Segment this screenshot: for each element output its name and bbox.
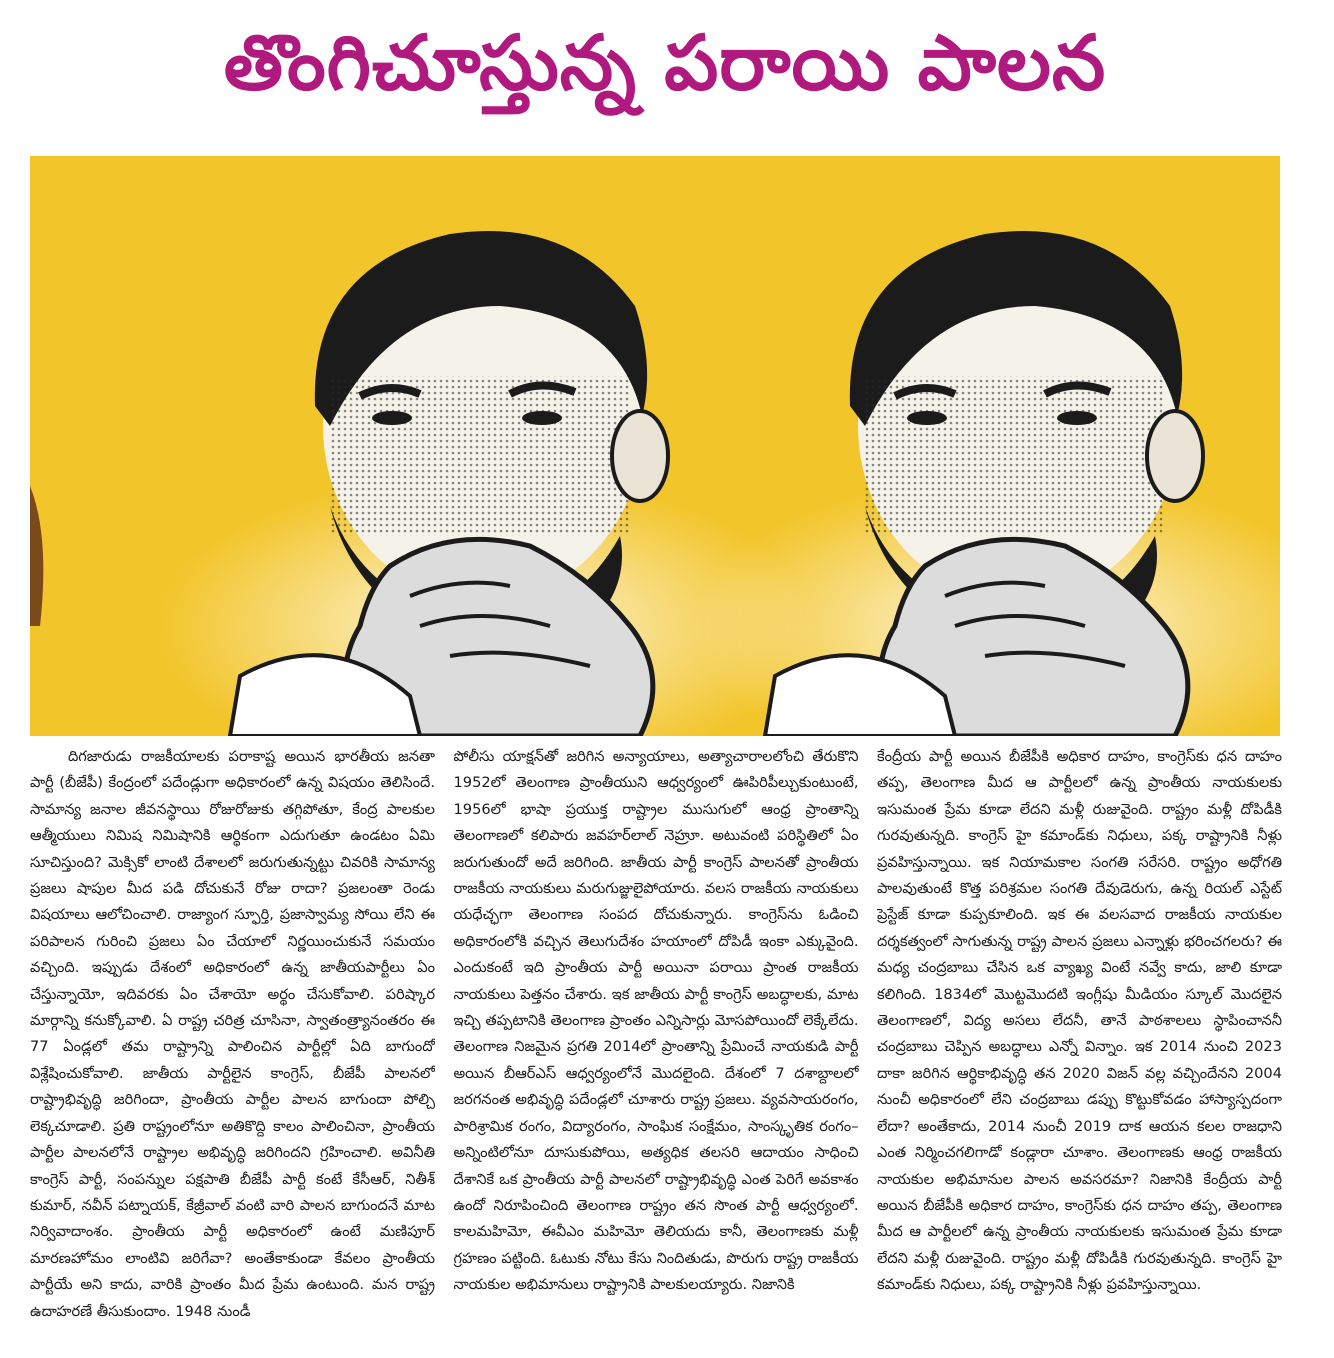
article-column-3: [877, 744, 1282, 1350]
portrait-illustration: [30, 156, 1280, 736]
article-column-1: [30, 744, 435, 1350]
column-2-text: పోలీసు యాక్షన్‌తో జరిగిన అన్యాయాలు, అత్యాచారాలలోంచి తేరుకొని 1952లో తెలంగాణ ప్రాంతీయుని ఆధ్వర్యంలో ఊపిరిపీల్చుకుంటుంటే, 1956లో భాషా ప్రయుక్త రాష్ట్రాల ముసుగులో ఆంధ్ర ప్రాంతాన్ని తెలంగాణలో కలిపారు జవహర్‌లాల్ నెహ్రూ. అటువంటి పరిస్థితిలో ఏం జరుగుతుందో అదే జరిగింది. జాతీయ పార్టీ కాంగ్రెస్ పాలనతో ప్రాంతీయ రాజకీయ నాయకులు మరుగుజ్జులైపోయారు. వలస రాజకీయ నాయకులు యధేచ్ఛగా తెలంగాణ సంపద దోచుకున్నారు. కాంగ్రెస్‌ను ఓడించి అధికారంలోకి వచ్చిన తెలుగుదేశం హయాంలో దోపిడీ ఇంకా ఎక్కువైంది. ఎందుకంటే ఇది ప్రాంతీయ పార్టీ అయినా పరాయి ప్రాంత రాజకీయ నాయకులు పెత్తనం చేశారు. ఇక జాతీయ పార్టీ కాంగ్రెస్ అబద్ధాలకు, మాట ఇచ్చి తప్పటానికి తెలంగాణ ప్రాంతం ఎన్నిసార్లు మోసపోయిందో లెక్కేలేదు. తెలంగాణ నిజమైన ప్రగతి 2014లో ప్రాంతాన్ని ప్రేమించే నాయకుడి పార్టీ అయిన బీఆర్ఎస్ ఆధ్వర్యంలోనే మొదలైంది. దేశంలో 7 దశాబ్దాలలో జరగనంత అభివృద్ధి పదేండ్లలో చూశారు రాష్ట్ర ప్రజలు. వ్యవసాయరంగం, పారిశ్రామిక రంగం, విద్యారంగం, సాంఘిక సంక్షేమం, సాంస్కృతిక రంగం– అన్నింటిలోనూ దూసుకుపోయి, అత్యధిక తలసరి ఆదాయం సాధించి దేశానికే ఒక ప్రాంతీయ పార్టీ పాలనలో రాష్ట్రాభివృద్ధి ఎంత పెరిగే అవకాశం ఉందో నిరూపించింది తెలంగాణ రాష్ట్రం తన సొంత పార్టీ ఆధ్వర్యంలో. కాలమహిమో, ఈవీఎం మహిమో తెలియదు కానీ, తెలంగాణకు మళ్లీ గ్రహణం పట్టింది. ఓటుకు నోటు కేసు నిందితుడు, పొరుగు రాష్ట్ర రాజకీయ నాయకుల అభిమానులు రాష్ట్రానికి పాలకులయ్యారు. నిజానికి: [453, 748, 859, 1294]
headline: తొంగిచూస్తున్న పరాయి పాలన: [223, 18, 1107, 107]
column-1-text: దిగజారుడు రాజకీయాలకు పరాకాష్ట అయిన భారతీయ జనతా పార్టీ (బీజేపీ) కేంద్రంలో పదేండ్లుగా అధికారంలో ఉన్న విషయం తెలిసిందే. సామాన్య జనాల జీవనస్థాయి రోజురోజుకు తగ్గిపోతూ, కేంద్ర పాలకుల ఆత్మీయులు నిమిష నిమిషానికి ఆర్థికంగా ఎదుగుతూ ఉండటం ఏమి సూచిస్తుంది? మెక్సికో లాంటి దేశాలలో జరుగుతున్నట్టు చివరికి సామాన్య ప్రజలు షాపుల మీద పడి దోచుకునే రోజు రాదా? ప్రజలంతా రెండు విషయాలు ఆలోచించాలి. రాజ్యాంగ స్ఫూర్తి, ప్రజాస్వామ్య సోయి లేని ఈ పరిపాలన గురించి ప్రజలు ఏం చేయాలో నిర్ణయించుకునే సమయం వచ్చింది. ఇప్పుడు దేశంలో అధికారంలో ఉన్న జాతీయపార్టీలు ఏం చేస్తున్నాయో, ఇదివరకు ఏం చేశాయో అర్థం చేసుకోవాలి. పరిష్కార మార్గాన్ని కనుక్కోవాలి. ఏ రాష్ట్ర చరిత్ర చూసినా, స్వాతంత్ర్యానంతరం ఈ 77 ఏండ్లలో తమ రాష్ట్రాన్ని పాలించిన పార్టీల్లో ఏది బాగుందో విశ్లేషించుకోవాలి. జాతీయ పార్టీలైన కాంగ్రెస్, బీజేపీ పాలనలో రాష్ట్రాభివృద్ధి జరిగిందా, ప్రాంతీయ పార్టీల పాలన బాగుందా పోల్చి లెక్కచూడాలి. ప్రతి రాష్ట్రంలోనూ అతికొద్ది కాలం పాలించినా, ప్రాంతీయ పార్టీల పాలనలోనే రాష్ట్రాల అభివృద్ధి జరిగిందని గ్రహించాలి. అవినీతి కాంగ్రెస్ పార్టీ, సంపన్నుల పక్షపాతి బీజేపీ పార్టీ కంటే కేసీఆర్, నితీశ్ కుమార్, నవీన్ పట్నాయక్, కేజ్రీవాల్ వంటి వారి పాలన బాగుందనే మాట నిర్వివాదాంశం. ప్రాంతీయ పార్టీ అధికారంలో ఉంటే మణిపూర్ మారణహోమం లాంటివి జరిగేవా? అంతేకాకుండా కేవలం ప్రాంతీయ పార్టీయే అని కాదు, వారికి ప్రాంతం మీద ప్రేమ ఉంటుంది. మన రాష్ట్ర ఉదాహరణే తీసుకుందాం. 1948 నుండీ: [30, 748, 435, 1320]
column-3-text: కేంద్రీయ పార్టీ అయిన బీజేపీకి అధికార దాహం, కాంగ్రెస్‌కు ధన దాహం తప్ప, తెలంగాణ మీద ఆ పార్టీలలో ఉన్న ప్రాంతీయ నాయకులకు ఇసుమంత ప్రేమ కూడా లేదని మళ్లీ రుజువైంది. రాష్ట్రం మళ్లీ దోపిడీకి గురవుతున్నది. కాంగ్రెస్ హై కమాండ్‌కు నిధులు, పక్క రాష్ట్రానికి నీళ్లు ప్రవహిస్తున్నాయి. ఇక నియామకాల సంగతి సరేసరి. రాష్ట్రం అధోగతి పాలవుతుంటే కొత్త పరిశ్రమల సంగతి దేవుడెరుగు, ఉన్న రియల్ ఎస్టేట్ ప్రెస్టేజ్ కూడా కుప్పకూలింది. ఇక ఈ వలసవాద రాజకీయ నాయకుల దర్శకత్వంలో సాగుతున్న రాష్ట్ర పాలన ప్రజలు ఎన్నాళ్లు భరించగలరు? ఈ మధ్య చంద్రబాబు చేసిన ఒక వ్యాఖ్య వింటే నవ్వే కాదు, జాలి కూడా కలిగింది. 1834లో మొట్టమొదటి ఇంగ్లీషు మీడియం స్కూల్ మొదలైన తెలంగాణలో, విద్య అసలు లేదనీ, తానే పాఠశాలలు స్థాపించాననీ చంద్రబాబు చెప్పిన అబద్ధాలు ఎన్నో విన్నాం. ఇక 2014 నుంచి 2023 దాకా జరిగిన ఆర్థికాభివృద్ధి తన 2020 విజన్ వల్ల వచ్చిందేనని 2004 నుంచీ అధికారంలో లేని చంద్రబాబు డప్పు కొట్టుకోవడం హాస్యాస్పదంగా లేదా? అంతేకాదు, 2014 నుంచీ 2019 దాక ఆయన కలల రాజధాని ఎంత నిర్మించగలిగాడో కండ్లారా చూశాం. తెలంగాణకు ఆంధ్ర రాజకీయ నాయకుల అభిమానుల పాలన అవసరమా? నిజానికి కేంద్రీయ పార్టీ అయిన బీజేపీకి అధికార దాహం, కాంగ్రెస్‌కు ధన దాహం తప్ప, తెలంగాణ మీద ఆ పార్టీలలో ఉన్న ప్రాంతీయ నాయకులకు ఇసుమంత ప్రేమ కూడా లేదని మళ్లీ రుజువైంది. రాష్ట్రం మళ్లీ దోపిడీకి గురవుతున్నది. కాంగ్రెస్ హై కమాండ్‌కు నిధులు, పక్క రాష్ట్రానికి నీళ్లు ప్రవహిస్తున్నాయి.: [877, 748, 1282, 1294]
article-column-2: [454, 744, 859, 1350]
article-photo: [30, 156, 1280, 736]
article-body: [30, 744, 1282, 1350]
